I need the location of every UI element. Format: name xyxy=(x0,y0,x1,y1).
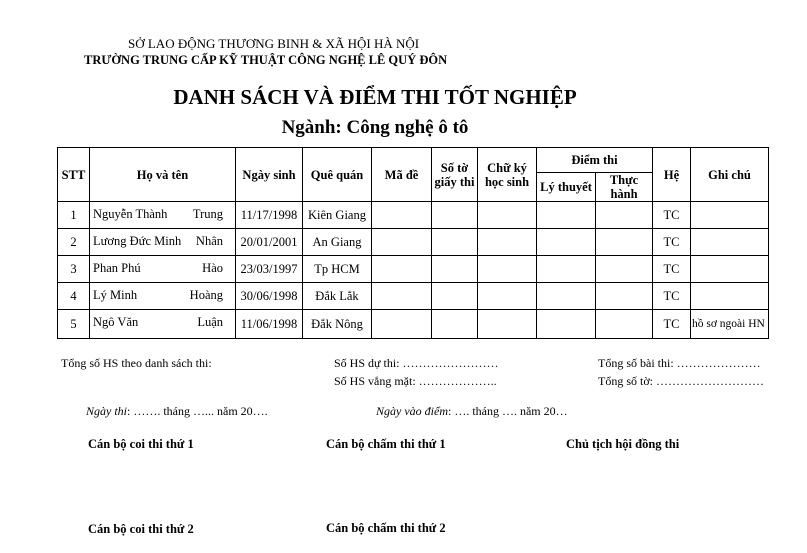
row-theory-score xyxy=(537,310,596,339)
row-first-name: Hoàng xyxy=(189,288,223,302)
row-name xyxy=(90,229,236,256)
row-dob: 20/01/2001 xyxy=(236,229,303,256)
row-signature xyxy=(478,310,537,339)
row-theory-score xyxy=(537,256,596,283)
header-name: Họ và tên xyxy=(90,148,236,202)
row-stt: 3 xyxy=(58,256,90,283)
row-last-name: Nguyễn Thành xyxy=(93,207,168,221)
header-hometown: Quê quán xyxy=(303,148,372,202)
row-exam-code xyxy=(372,310,432,339)
row-practice-score xyxy=(596,283,653,310)
row-sheet-count xyxy=(432,202,478,229)
row-signature xyxy=(478,229,537,256)
row-name xyxy=(90,256,236,283)
row-stt: 5 xyxy=(58,310,90,339)
summary-total-list: Tổng số HS theo danh sách thi: xyxy=(61,356,212,370)
row-note xyxy=(691,283,769,310)
header-practice: Thực hành xyxy=(596,173,653,202)
row-last-name: Lương Đức Minh xyxy=(93,234,182,248)
row-practice-score xyxy=(596,256,653,283)
header-notes: Ghi chú xyxy=(691,148,769,202)
row-dob: 30/06/1998 xyxy=(236,283,303,310)
row-sheet-count xyxy=(432,256,478,283)
row-name xyxy=(90,283,236,310)
row-note xyxy=(691,229,769,256)
row-theory-score xyxy=(537,283,596,310)
row-sheet-count xyxy=(432,310,478,339)
org-line-school: TRƯỜNG TRUNG CẤP KỸ THUẬT CÔNG NGHỆ LÊ QUÝ ĐÔN xyxy=(84,53,448,67)
row-system: TC xyxy=(653,283,691,310)
summary-total-sheets: Tổng số tờ: ……………………… xyxy=(598,374,765,388)
row-last-name: Ngô Văn xyxy=(93,315,139,329)
row-name xyxy=(90,310,236,339)
header-score-group: Điểm thi xyxy=(537,148,653,173)
document-subtitle: Ngành: Công nghệ ô tô xyxy=(281,117,469,138)
table-row xyxy=(58,310,769,339)
summary-absent: Số HS vắng mặt: ……………….. xyxy=(334,374,497,388)
row-first-name: Luận xyxy=(197,315,223,329)
row-signature xyxy=(478,283,537,310)
row-first-name: Nhân xyxy=(195,234,223,248)
row-hometown: Đắk Lắk xyxy=(303,283,372,310)
row-hometown: Đắk Nông xyxy=(303,310,372,339)
row-system: TC xyxy=(653,256,691,283)
row-system: TC xyxy=(653,229,691,256)
row-last-name: Phan Phú xyxy=(93,261,141,275)
row-hometown: Tp HCM xyxy=(303,256,372,283)
row-system: TC xyxy=(653,202,691,229)
signature-grader-2: Cán bộ chấm thi thứ 2 xyxy=(326,521,446,535)
entry-date: Ngày vào điểm: …. tháng …. năm 20… xyxy=(376,404,568,418)
row-exam-code xyxy=(372,256,432,283)
row-dob: 11/17/1998 xyxy=(236,202,303,229)
row-exam-code xyxy=(372,283,432,310)
row-stt: 4 xyxy=(58,283,90,310)
exam-date: Ngày thi: ……. tháng …... năm 20…. xyxy=(86,404,268,418)
row-signature xyxy=(478,256,537,283)
row-theory-score xyxy=(537,229,596,256)
row-dob: 11/06/1998 xyxy=(236,310,303,339)
org-line-ministry: SỞ LAO ĐỘNG THƯƠNG BINH & XÃ HỘI HÀ NỘI xyxy=(128,36,420,51)
document-title: DANH SÁCH VÀ ĐIỂM THI TỐT NGHIỆP xyxy=(173,85,577,109)
table-row xyxy=(58,256,769,283)
table-row xyxy=(58,283,769,310)
row-hometown: Kiên Giang xyxy=(303,202,372,229)
header-dob: Ngày sinh xyxy=(236,148,303,202)
header-stt: STT xyxy=(58,148,90,202)
summary-present: Số HS dự thi: …………………… xyxy=(334,356,499,370)
row-theory-score xyxy=(537,202,596,229)
row-dob: 23/03/1997 xyxy=(236,256,303,283)
header-theory: Lý thuyết xyxy=(537,173,596,202)
table-row xyxy=(58,229,769,256)
header-system: Hệ xyxy=(653,148,691,202)
row-practice-score xyxy=(596,310,653,339)
row-note: hồ sơ ngoài HN xyxy=(691,310,769,339)
row-practice-score xyxy=(596,229,653,256)
header-student-signature: Chữ ký học sinh xyxy=(478,148,537,202)
row-stt: 2 xyxy=(58,229,90,256)
row-system: TC xyxy=(653,310,691,339)
table-row xyxy=(58,202,769,229)
signature-chairman: Chủ tịch hội đồng thi xyxy=(566,437,680,451)
row-hometown: An Giang xyxy=(303,229,372,256)
summary-total-papers: Tổng số bài thi: ………………… xyxy=(598,356,761,370)
header-sheet-count: Số tờ giấy thi xyxy=(432,148,478,202)
row-stt: 1 xyxy=(58,202,90,229)
row-first-name: Trung xyxy=(192,207,223,221)
header-exam-code: Mã đề xyxy=(372,148,432,202)
signature-grader-1: Cán bộ chấm thi thứ 1 xyxy=(326,437,446,451)
row-name xyxy=(90,202,236,229)
row-first-name: Hào xyxy=(202,261,223,275)
row-note xyxy=(691,256,769,283)
row-sheet-count xyxy=(432,229,478,256)
row-note xyxy=(691,202,769,229)
row-exam-code xyxy=(372,229,432,256)
row-practice-score xyxy=(596,202,653,229)
signature-proctor-1: Cán bộ coi thi thứ 1 xyxy=(88,437,194,451)
row-exam-code xyxy=(372,202,432,229)
row-signature xyxy=(478,202,537,229)
row-sheet-count xyxy=(432,283,478,310)
signature-proctor-2: Cán bộ coi thi thứ 2 xyxy=(88,522,194,536)
grade-table xyxy=(57,147,769,339)
row-last-name: Lý Minh xyxy=(93,288,138,302)
